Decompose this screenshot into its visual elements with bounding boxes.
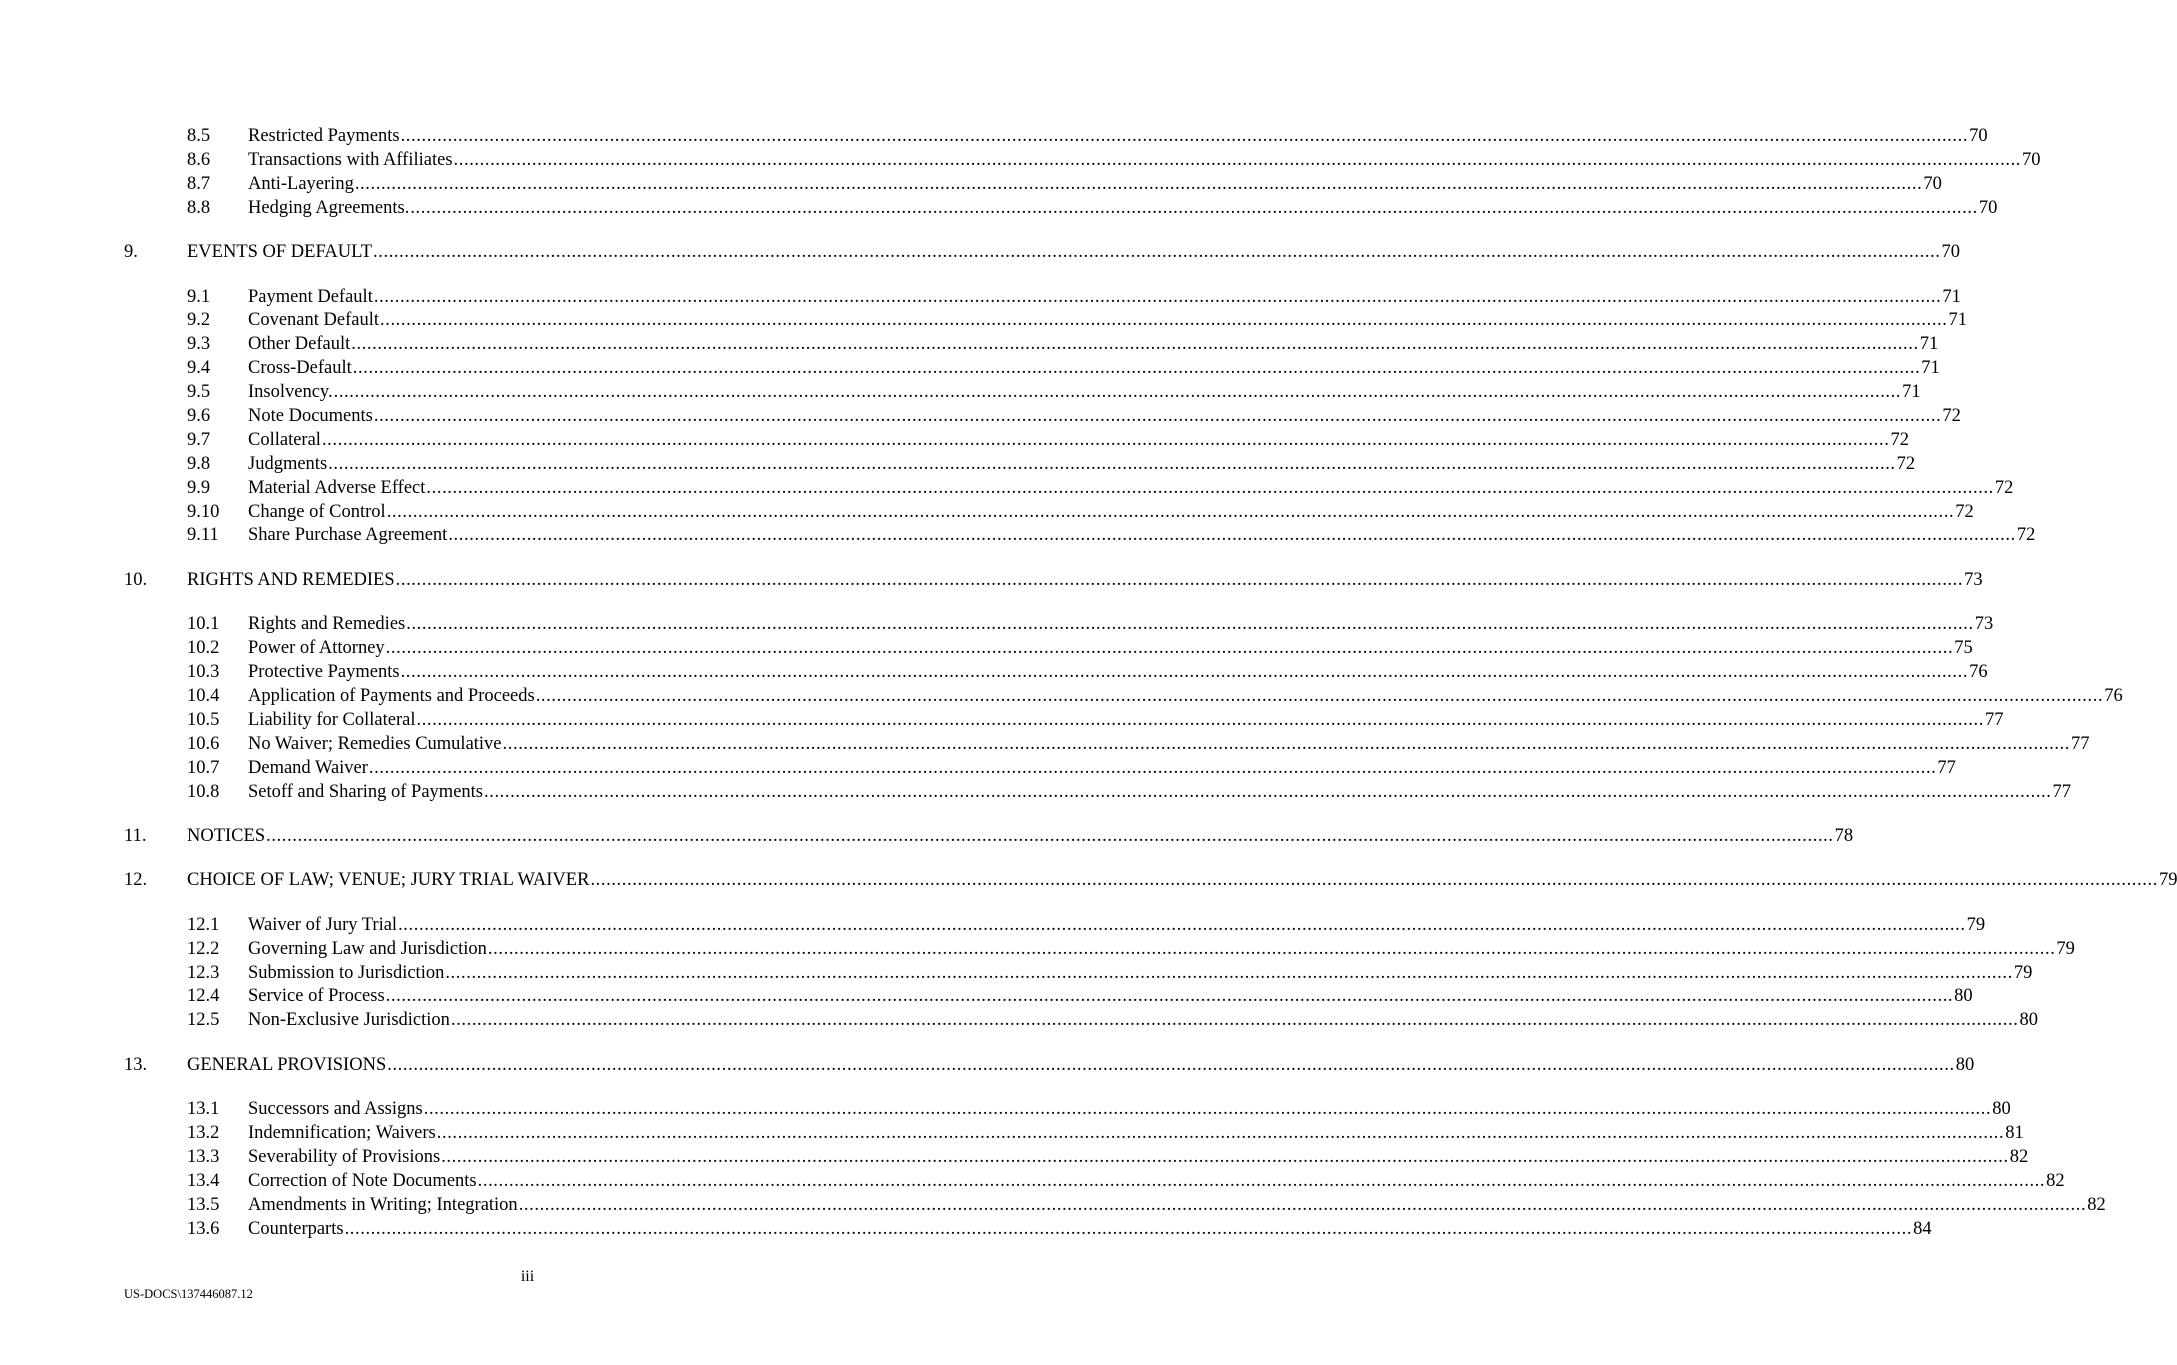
toc-section-row[interactable] — [124, 568, 1983, 592]
toc-dot-leader: ............................................................................................................................................................................................................................................................................................................ — [373, 287, 1942, 307]
toc-entry-number: 10.4 — [187, 686, 220, 706]
toc-dot-leader: ............................................................................................................................................................................................................................................................................................................ — [477, 1171, 2046, 1191]
toc-entry-page: 80 — [1955, 1055, 1975, 1075]
toc-subsection-row[interactable] — [187, 148, 2041, 172]
toc-entry-number: 11. — [124, 826, 147, 846]
toc-entry-number: 10.3 — [187, 662, 220, 682]
toc-dot-leader: ............................................................................................................................................................................................................................................................................................................ — [368, 758, 1937, 778]
toc-entry-page: 76 — [2104, 686, 2123, 706]
toc-entry-number: 8.5 — [187, 126, 211, 146]
toc-subsection-row[interactable] — [187, 196, 1998, 220]
toc-entry — [248, 172, 1942, 196]
toc-subsection-row[interactable] — [187, 937, 2075, 961]
toc-subsection-row[interactable] — [187, 356, 1940, 380]
toc-entry — [248, 428, 1909, 452]
toc-dot-leader: ............................................................................................................................................................................................................................................................................................................ — [333, 382, 1902, 402]
toc-entry-title: Restricted Payments — [248, 126, 400, 146]
toc-dot-leader: ............................................................................................................................................................................................................................................................................................................ — [416, 710, 1984, 730]
toc-subsection-row[interactable] — [187, 684, 2123, 708]
toc-subsection-row[interactable] — [187, 285, 1961, 309]
toc-entry — [248, 708, 2004, 732]
toc-dot-leader: ............................................................................................................................................................................................................................................................................................................ — [400, 662, 1969, 682]
toc-dot-leader: ............................................................................................................................................................................................................................................................................................................ — [487, 939, 2056, 959]
toc-dot-leader: ............................................................................................................................................................................................................................................................................................................ — [445, 963, 2013, 983]
toc-dot-leader: ............................................................................................................................................................................................................................................................................................................ — [410, 198, 1978, 218]
toc-entry-page: 80 — [1992, 1099, 2011, 1119]
toc-entry-page: 72 — [1942, 406, 1961, 426]
toc-subsection-row[interactable] — [187, 124, 1988, 148]
toc-entry — [248, 961, 2033, 985]
toc-entry-number: 9.8 — [187, 454, 211, 474]
toc-entry-title: EVENTS OF DEFAULT — [187, 242, 373, 262]
toc-entry-title: Protective Payments — [248, 662, 400, 682]
toc-entry-title: Transactions with Affiliates — [248, 150, 453, 170]
toc-entry — [248, 285, 1961, 309]
toc-entry-page: 77 — [2071, 734, 2090, 754]
toc-dot-leader: ............................................................................................................................................................................................................................................................................................................ — [426, 478, 1994, 498]
toc-entry — [248, 196, 1998, 220]
toc-entry-title: Hedging Agreements. — [248, 198, 410, 218]
toc-entry-page: 76 — [1969, 662, 1988, 682]
toc-entry — [248, 913, 1986, 937]
toc-subsection-row[interactable] — [187, 732, 2090, 756]
toc-entry-page: 70 — [1941, 242, 1961, 262]
toc-section-row[interactable] — [124, 868, 2177, 892]
toc-entry-number: 12.1 — [187, 915, 220, 935]
toc-entry-page: 79 — [1966, 915, 1986, 935]
toc-dot-leader: ............................................................................................................................................................................................................................................................................................................ — [386, 502, 1955, 522]
toc-entry-page: 73 — [1974, 614, 1994, 634]
toc-subsection-row[interactable] — [187, 404, 1961, 428]
toc-entry-page: 72 — [1890, 430, 1909, 450]
toc-entry-title: Counterparts — [248, 1219, 344, 1239]
toc-entry-title: Note Documents — [248, 406, 373, 426]
toc-dot-leader: ............................................................................................................................................................................................................................................................................................................ — [266, 826, 1834, 846]
toc-entry-page: 82 — [2046, 1171, 2065, 1191]
toc-entry-number: 8.8 — [187, 198, 211, 218]
toc-entry-title: Anti-Layering — [248, 174, 354, 194]
toc-entry-title: CHOICE OF LAW; VENUE; JURY TRIAL WAIVER — [187, 870, 590, 890]
toc-dot-leader: ............................................................................................................................................................................................................................................................................................................ — [385, 986, 1954, 1006]
toc-dot-leader: ............................................................................................................................................................................................................................................................................................................ — [321, 430, 1890, 450]
toc-entry — [248, 937, 2075, 961]
toc-dot-leader: ............................................................................................................................................................................................................................................................................................................ — [385, 638, 1954, 658]
toc-entry-number: 12.5 — [187, 1010, 220, 1030]
toc-entry — [187, 824, 1854, 848]
toc-entry-page: 77 — [1984, 710, 2004, 730]
toc-entry-number: 10.7 — [187, 758, 220, 778]
toc-entry-page: 71 — [1919, 334, 1939, 354]
toc-section-row[interactable] — [124, 824, 1854, 848]
toc-subsection-row[interactable] — [187, 452, 1916, 476]
toc-entry — [248, 308, 1967, 332]
toc-entry-title: Change of Control — [248, 502, 386, 522]
toc-entry-page: 72 — [1955, 502, 1974, 522]
toc-dot-leader: ............................................................................................................................................................................................................................................................................................................ — [344, 1219, 1913, 1239]
toc-entry — [248, 984, 1973, 1008]
toc-entry-number: 9.10 — [187, 502, 220, 522]
toc-dot-leader: ............................................................................................................................................................................................................................................................................................................ — [373, 242, 1941, 262]
toc-entry-page: 77 — [2052, 782, 2071, 802]
toc-dot-leader: ............................................................................................................................................................................................................................................................................................................ — [395, 570, 1964, 590]
toc-subsection-row[interactable] — [187, 332, 1939, 356]
toc-entry — [248, 380, 1921, 404]
toc-subsection-row[interactable] — [187, 612, 1994, 636]
toc-entry-page: 84 — [1913, 1219, 1932, 1239]
toc-entry-number: 9.5 — [187, 382, 211, 402]
toc-subsection-row[interactable] — [187, 500, 1974, 524]
toc-entry-number: 9. — [124, 242, 138, 262]
toc-entry-title: Application of Payments and Proceeds — [248, 686, 535, 706]
toc-entry-page: 82 — [2009, 1147, 2029, 1167]
toc-entry — [248, 612, 1994, 636]
toc-subsection-row[interactable] — [187, 1217, 1932, 1241]
toc-entry-page: 72 — [2016, 525, 2036, 545]
toc-entry-title: Service of Process — [248, 986, 385, 1006]
toc-entry-number: 13.1 — [187, 1099, 220, 1119]
toc-subsection-row[interactable] — [187, 984, 1973, 1008]
toc-entry-page: 71 — [1942, 287, 1961, 307]
toc-entry-page: 73 — [1964, 570, 1983, 590]
toc-subsection-row[interactable] — [187, 428, 1909, 452]
toc-entry-number: 10.6 — [187, 734, 220, 754]
toc-entry-title: Amendments in Writing; Integration — [248, 1195, 518, 1215]
toc-entry-number: 10.1 — [187, 614, 220, 634]
toc-entry-number: 13.4 — [187, 1171, 220, 1191]
toc-entry-page: 80 — [2019, 1010, 2038, 1030]
toc-entry-title: Liability for Collateral — [248, 710, 416, 730]
toc-entry-number: 9.7 — [187, 430, 211, 450]
toc-dot-leader: ............................................................................................................................................................................................................................................................................................................ — [441, 1147, 2009, 1167]
toc-subsection-row[interactable] — [187, 1008, 2038, 1032]
toc-entry-page: 82 — [2087, 1195, 2106, 1215]
toc-entry-title: Submission to Jurisdiction — [248, 963, 445, 983]
toc-entry-number: 13. — [124, 1055, 148, 1075]
toc-entry-title: Judgments — [248, 454, 328, 474]
toc-entry-title: Other Default — [248, 334, 351, 354]
toc-entry-number: 9.11 — [187, 525, 219, 545]
toc-entry-page: 78 — [1834, 826, 1854, 846]
toc-section-row[interactable] — [124, 1053, 1975, 1077]
toc-dot-leader: ............................................................................................................................................................................................................................................................................................................ — [387, 1055, 1955, 1075]
toc-dot-leader: ............................................................................................................................................................................................................................................................................................................ — [502, 734, 2071, 754]
toc-subsection-row[interactable] — [187, 780, 2071, 804]
toc-entry-number: 9.3 — [187, 334, 211, 354]
toc-entry-page: 70 — [2022, 150, 2041, 170]
toc-entry — [248, 684, 2123, 708]
toc-entry-number: 12.3 — [187, 963, 220, 983]
toc-subsection-row[interactable] — [187, 636, 1973, 660]
toc-entry — [248, 476, 2014, 500]
toc-entry-title: Waiver of Jury Trial — [248, 915, 398, 935]
toc-entry-title: Power of Attorney — [248, 638, 385, 658]
toc-entry-title: Non-Exclusive Jurisdiction — [248, 1010, 450, 1030]
toc-entry — [248, 1121, 2024, 1145]
toc-entry-page: 72 — [1994, 478, 2014, 498]
toc-entry-page: 79 — [2013, 963, 2033, 983]
toc-dot-leader: ............................................................................................................................................................................................................................................................................................................ — [590, 870, 2158, 890]
toc-subsection-row[interactable] — [187, 523, 2036, 547]
toc-entry-title: RIGHTS AND REMEDIES — [187, 570, 395, 590]
toc-subsection-row[interactable] — [187, 172, 1942, 196]
toc-subsection-row[interactable] — [187, 756, 1956, 780]
toc-entry-title: Share Purchase Agreement — [248, 525, 448, 545]
toc-entry-number: 10.8 — [187, 782, 220, 802]
toc-entry — [187, 868, 2177, 892]
toc-entry-title: Insolvency. — [248, 382, 333, 402]
toc-dot-leader: ............................................................................................................................................................................................................................................................................................................ — [450, 1010, 2019, 1030]
toc-entry-page: 79 — [2056, 939, 2075, 959]
toc-dot-leader: ............................................................................................................................................................................................................................................................................................................ — [518, 1195, 2087, 1215]
toc-dot-leader: ............................................................................................................................................................................................................................................................................................................ — [535, 686, 2104, 706]
toc-entry-title: Governing Law and Jurisdiction — [248, 939, 487, 959]
toc-entry-title: Material Adverse Effect — [248, 478, 426, 498]
toc-subsection-row[interactable] — [187, 1145, 2029, 1169]
toc-entry-number: 12. — [124, 870, 148, 890]
toc-entry — [248, 332, 1939, 356]
toc-entry-number: 9.9 — [187, 478, 211, 498]
toc-dot-leader: ............................................................................................................................................................................................................................................................................................................ — [354, 174, 1923, 194]
toc-subsection-row[interactable] — [187, 708, 2004, 732]
toc-entry — [248, 148, 2041, 172]
toc-entry — [248, 523, 2036, 547]
toc-subsection-row[interactable] — [187, 1193, 2106, 1217]
toc-entry — [248, 780, 2071, 804]
toc-entry-page: 77 — [1937, 758, 1956, 778]
toc-dot-leader: ............................................................................................................................................................................................................................................................................................................ — [436, 1123, 2005, 1143]
toc-entry-page: 71 — [1921, 358, 1940, 378]
toc-entry-title: Rights and Remedies — [248, 614, 406, 634]
toc-subsection-row[interactable] — [187, 1097, 2011, 1121]
toc-entry — [248, 1145, 2029, 1169]
toc-entry-number: 9.1 — [187, 287, 211, 307]
toc-dot-leader: ............................................................................................................................................................................................................................................................................................................ — [352, 358, 1921, 378]
toc-entry-number: 8.7 — [187, 174, 211, 194]
toc-entry-number: 9.4 — [187, 358, 211, 378]
toc-entry-number: 13.3 — [187, 1147, 220, 1167]
toc-section-row[interactable] — [124, 240, 1961, 264]
toc-entry-title: Setoff and Sharing of Payments — [248, 782, 483, 802]
toc-entry-number: 12.4 — [187, 986, 220, 1006]
toc-entry-page: 70 — [1923, 174, 1942, 194]
toc-dot-leader: ............................................................................................................................................................................................................................................................................................................ — [448, 525, 2016, 545]
toc-subsection-row[interactable] — [187, 476, 2014, 500]
toc-dot-leader: ............................................................................................................................................................................................................................................................................................................ — [406, 614, 1974, 634]
toc-dot-leader: ............................................................................................................................................................................................................................................................................................................ — [373, 406, 1942, 426]
toc-entry-page: 80 — [1954, 986, 1973, 1006]
toc-entry-title: Successors and Assigns — [248, 1099, 423, 1119]
toc-entry — [248, 660, 1988, 684]
toc-entry-number: 9.6 — [187, 406, 211, 426]
toc-entry-page: 70 — [1978, 198, 1998, 218]
toc-entry-title: NOTICES — [187, 826, 266, 846]
toc-entry-title: Collateral — [248, 430, 321, 450]
toc-entry-page: 71 — [1902, 382, 1921, 402]
toc-subsection-row[interactable] — [187, 308, 1967, 332]
toc-entry — [248, 1097, 2011, 1121]
toc-entry — [187, 240, 1961, 264]
toc-dot-leader: ............................................................................................................................................................................................................................................................................................................ — [453, 150, 2022, 170]
toc-entry-title: Payment Default — [248, 287, 373, 307]
toc-entry — [187, 1053, 1975, 1077]
toc-subsection-row[interactable] — [187, 660, 1988, 684]
toc-entry-number: 12.2 — [187, 939, 220, 959]
toc-entry — [248, 1008, 2038, 1032]
toc-entry-page: 72 — [1896, 454, 1916, 474]
toc-entry-number: 13.5 — [187, 1195, 220, 1215]
toc-entry-number: 13.6 — [187, 1219, 220, 1239]
toc-entry — [248, 356, 1940, 380]
toc-entry-title: No Waiver; Remedies Cumulative — [248, 734, 502, 754]
toc-entry — [248, 124, 1988, 148]
toc-subsection-row[interactable] — [187, 380, 1921, 404]
toc-entry-number: 10.5 — [187, 710, 220, 730]
toc-entry — [248, 404, 1961, 428]
toc-entry — [248, 732, 2090, 756]
toc-subsection-row[interactable] — [187, 1121, 2024, 1145]
toc-entry-page: 71 — [1948, 310, 1967, 330]
toc-entry — [248, 1193, 2106, 1217]
toc-entry-title: Indemnification; Waivers — [248, 1123, 436, 1143]
toc-subsection-row[interactable] — [187, 961, 2033, 985]
toc-subsection-row[interactable] — [187, 1169, 2065, 1193]
toc-subsection-row[interactable] — [187, 913, 1986, 937]
toc-entry — [248, 500, 1974, 524]
toc-entry — [248, 1169, 2065, 1193]
toc-dot-leader: ............................................................................................................................................................................................................................................................................................................ — [398, 915, 1966, 935]
page-number: iii — [520, 1268, 535, 1285]
toc-entry-page: 70 — [1969, 126, 1988, 146]
toc-entry-page: 81 — [2005, 1123, 2024, 1143]
document-id: US-DOCS\137446087.12 — [124, 1287, 253, 1301]
toc-entry-title: Demand Waiver — [248, 758, 368, 778]
toc-entry-number: 8.6 — [187, 150, 211, 170]
toc-dot-leader: ............................................................................................................................................................................................................................................................................................................ — [351, 334, 1919, 354]
toc-entry-title: Correction of Note Documents — [248, 1171, 477, 1191]
toc-entry — [248, 452, 1916, 476]
toc-dot-leader: ............................................................................................................................................................................................................................................................................................................ — [400, 126, 1969, 146]
toc-entry — [248, 756, 1956, 780]
toc-entry-number: 13.2 — [187, 1123, 220, 1143]
toc-entry-number: 10. — [124, 570, 148, 590]
toc-dot-leader: ............................................................................................................................................................................................................................................................................................................ — [423, 1099, 1992, 1119]
toc-entry — [248, 1217, 1932, 1241]
toc-entry-title: GENERAL PROVISIONS — [187, 1055, 387, 1075]
toc-entry-title: Cross-Default — [248, 358, 352, 378]
toc-entry-page: 75 — [1954, 638, 1973, 658]
toc-entry-number: 9.2 — [187, 310, 211, 330]
toc-dot-leader: ............................................................................................................................................................................................................................................................................................................ — [380, 310, 1948, 330]
toc-entry-title: Severability of Provisions — [248, 1147, 441, 1167]
toc-entry — [187, 568, 1983, 592]
toc-entry — [248, 636, 1973, 660]
toc-entry-title: Covenant Default — [248, 310, 379, 330]
toc-entry-number: 10.2 — [187, 638, 220, 658]
toc-dot-leader: ............................................................................................................................................................................................................................................................................................................ — [484, 782, 2052, 802]
toc-entry-page: 79 — [2158, 870, 2177, 890]
toc-dot-leader: ............................................................................................................................................................................................................................................................................................................ — [328, 454, 1896, 474]
